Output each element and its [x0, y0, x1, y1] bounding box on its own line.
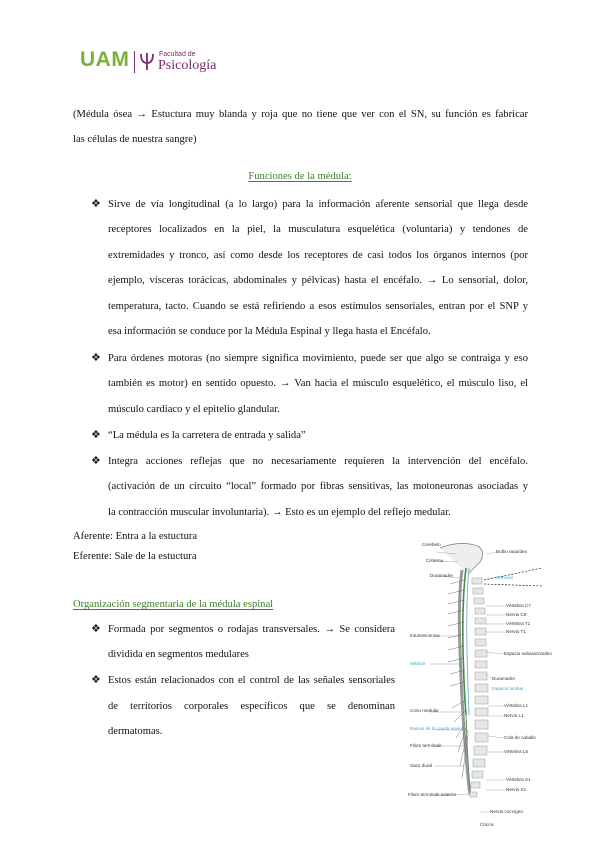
fig-label-right: Nervio coccígeo [490, 809, 523, 814]
s2-b1-line-1: Formada por segmentos o rodajas transversales. → Se considera [108, 624, 395, 635]
fig-label-left: Filum terminale [410, 743, 442, 748]
diamond-bullet-icon: ❖ [91, 622, 101, 635]
spinal-cord-figure [400, 540, 552, 832]
fig-label-right: Nervio L1 [504, 713, 524, 718]
diamond-bullet-icon: ❖ [91, 454, 101, 467]
s1-b2-line-1: Para órdenes motoras (no siempre significa movimiento, puede ser que algo se contraiga y eso [108, 353, 528, 364]
s1-b4-line-3: la contracción muscular involuntaria). → Esto es un ejemplo del reflejo medular. [108, 507, 451, 518]
s1-b1-line-1: Sirve de vía longitudinal (a lo largo) para la información aferente sensorial que llega desde [108, 199, 528, 210]
diamond-bullet-icon: ❖ [91, 428, 101, 441]
diamond-bullet-icon: ❖ [91, 197, 101, 210]
section2-title: Organización segmentaria de la médula espinal [73, 599, 274, 610]
logo [80, 46, 240, 78]
s2-b2-line-1: Estos están relacionados con el control de las señales sensoriales [108, 675, 395, 686]
fig-label-right: Vértebra L5 [504, 749, 529, 754]
s1-b1-line-5: temperatura, tacto. Cuando se está refiriendo a esos estímulos sensoriales, entran por el SNP y [108, 301, 528, 312]
s1-b2-line-2: también es motor) en sentido opuesto. → Van hacia el músculo esquelético, el músculo liso, el [108, 378, 528, 389]
fig-label-right: Vértebra T1 [506, 621, 531, 626]
intro-line-2: las células de nuestra sangre) [73, 134, 197, 145]
s2-b2-line-2: de territorios corporales específicos que se denominan [108, 701, 395, 712]
fig-label-right: Nervio S1 [506, 787, 527, 792]
diamond-bullet-icon: ❖ [91, 351, 101, 364]
fig-label-left: Saco dural [410, 763, 432, 768]
s1-b1-line-2: receptores localizados en la piel, la musculatura esquelética (voluntaria) y tendones de [108, 224, 528, 235]
fig-label-right: Vértebra S1 [506, 777, 531, 782]
s1-b1-line-6: esa información se conduce por la Médula Espinal y llega hasta el Encéfalo. [108, 326, 431, 337]
fig-label-right: Espacio lumbar [492, 686, 524, 691]
fig-label-right: Vértebra C7 [506, 603, 531, 608]
logo-uam-text: UAM [80, 48, 130, 71]
definition-efferent: Eferente: Sale de la estuctura [73, 551, 197, 562]
s1-b4-line-2: (activación de un circuito “local” formado por fibras sensitivas, las motoneuronas asociadas y [108, 481, 528, 492]
fig-label-right: Cola de caballo [504, 735, 536, 740]
section1-title: Funciones de la médula: [248, 171, 352, 182]
logo-faculty-big: Psicología [158, 58, 217, 73]
fig-label-right: Cóccix [480, 822, 494, 827]
logo-faculty-small: Facultad de [159, 51, 196, 58]
fig-label-left: Cerebelo [422, 542, 441, 547]
s1-b1-line-3: extremidades y tronco, así como desde los receptores de casi todos los órganos internos (por [108, 250, 528, 261]
logo-divider [134, 51, 135, 73]
fig-label-left: Cono medular [410, 708, 439, 713]
diamond-bullet-icon: ❖ [91, 673, 101, 686]
fig-label-left: Intumescencia [410, 633, 440, 638]
s1-b3-line-1: “La médula es la carretera de entrada y salida” [108, 430, 306, 441]
fig-label-right: Vértebra L1 [504, 703, 529, 708]
s2-b1-line-2: dividida en segmentos medulares [108, 649, 249, 660]
fig-label-left: Duramadre [430, 573, 453, 578]
fig-label-left: Cisterna [426, 558, 444, 563]
psi-icon [139, 51, 155, 71]
fig-label-right: Nervio C8 [506, 612, 527, 617]
intro-line-1: (Médula ósea → Estuctura muy blanda y roja que no tiene que ver con el SN, su función es fabricar [73, 109, 528, 120]
s1-b2-line-3: músculo cardiaco y el epitelio glandular. [108, 404, 280, 415]
fig-label-left: Médula [410, 661, 426, 666]
fig-label-right: Bulbo raquídeo [496, 549, 528, 554]
s1-b4-line-1: Integra acciones reflejas que no necesariamente requieren la intervención del encéfalo. [108, 456, 528, 467]
fig-label-left: Raíces de la cauda equina [410, 726, 465, 731]
fig-label-right: Nervio T1 [506, 629, 526, 634]
fig-label-right: Duramadre [492, 676, 515, 681]
fig-label-right: Espacio subaracnoideo [504, 651, 552, 656]
definition-afferent: Aferente: Entra a la estuctura [73, 531, 198, 542]
s2-b2-line-3: dermatomas. [108, 726, 163, 737]
fig-label-right: Cervical [496, 575, 513, 580]
fig-label-left: Filum terminale externo [408, 792, 456, 797]
s1-b1-line-4: ejemplo, vísceras torácicas, abdominales y pélvicas) hasta el encéfalo. → Lo sensorial, dolor, [108, 275, 528, 286]
